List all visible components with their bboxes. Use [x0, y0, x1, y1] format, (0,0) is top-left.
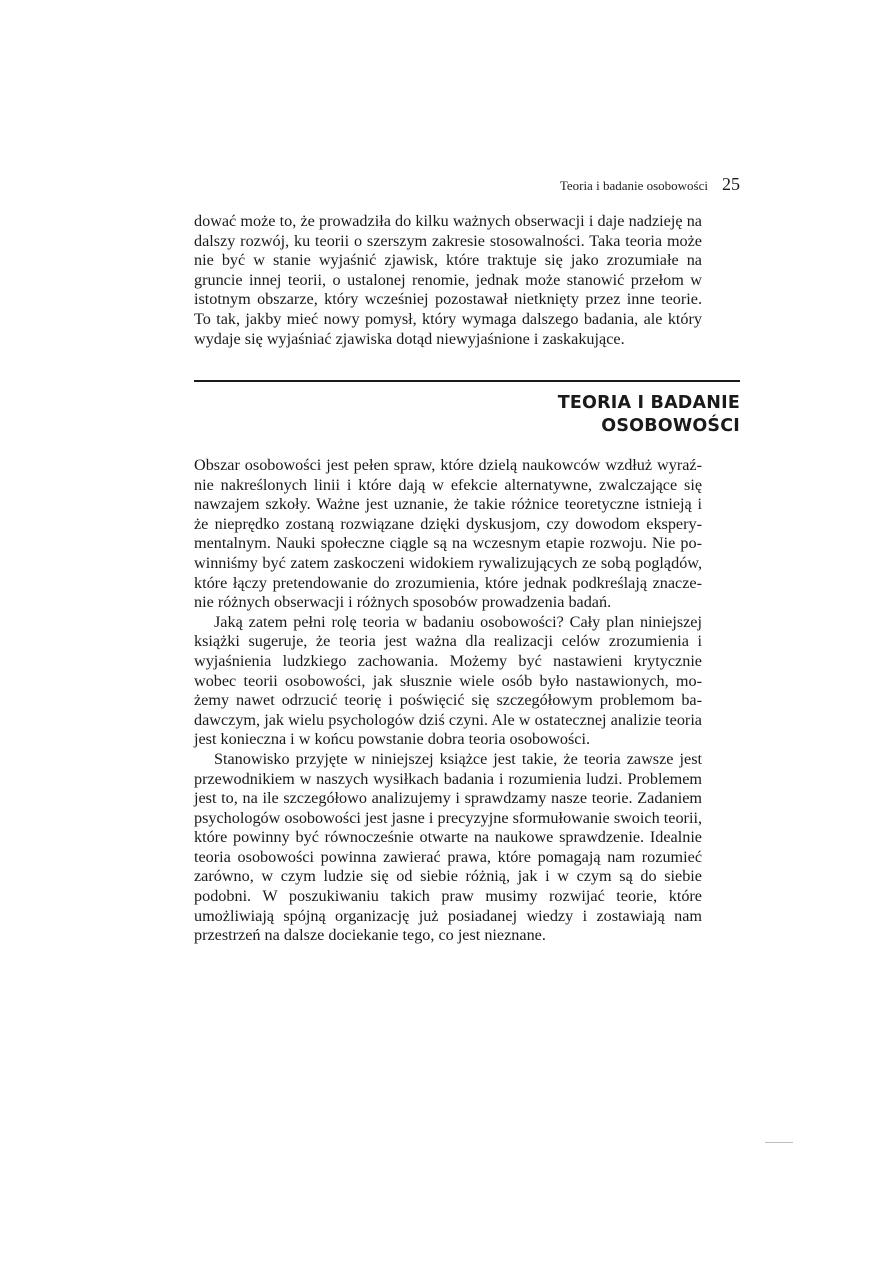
intro-text-block: [194, 212, 702, 349]
intro-paragraph: dować może to, że prowadziła do kilku ważnych obserwacji i daje nadzieję na dalszy rozwój, ku teorii o szerszym zakresie stosowalności. Taka teoria może nie być w stanie wyjaśnić zjawisk, które traktuje się jako zrozumiałe na gruncie innej teorii, o ustalonej renomie, jednak może stanowić przełom w istotnym obszarze, który wcześniej pozostawał nietknięty przez inne teorie. To tak, jakby mieć nowy pomysł, który wymaga dalszego badania, ale który wydaje się wyjaśniać zjawiska dotąd niewyjaśnione i zaskakujące.: [194, 212, 702, 348]
body-paragraph-1: Obszar osobowości jest pełen spraw, które dzielą naukowców wzdłuż wyraźnie nakreślonych linii i które dają w efekcie alternatywne, zwalczające się nawzajem szkoły. Ważne jest uznanie, że takie różnice teoretyczne istnieją i że nieprędko zostaną rozwiązane dzięki dyskusjom, czy dowodom eksperymentalnym. Nauki społeczne ciągle są na wczesnym etapie rozwoju. Nie powinniśmy być zatem zaskoczeni widokiem rywalizujących ze sobą poglądów, które łączy pretendowanie do zrozumienia, które jednak podkreślają znaczenie różnych obserwacji i różnych sposobów prowadzenia badań.: [194, 456, 702, 612]
body-paragraph-3: Stanowisko przyjęte w niniejszej książce jest takie, że teoria zawsze jest przewodnikiem w naszych wysiłkach badania i rozumienia ludzi. Problemem jest to, na ile szczegółowo analizujemy i sprawdzamy nasze teorie. Zadaniem psychologów osobowości jest jasne i precyzyjne sformułowanie swoich teorii, które powinny być równocześnie otwarte na naukowe sprawdzenie. Idealnie teoria osobowości powinna zawierać prawa, które pomagają nam rozumieć zarówno, w czym ludzie się od siebie różnią, jak i w czym są do siebie podobni. W poszukiwaniu takich praw musimy rozwijać teorie, które umożliwiają spójną organizację już posiadanej wiedzy i zostawiają nam przestrzeń na dalsze dociekanie tego, co jest nieznane.: [194, 749, 702, 945]
page-number: 25: [722, 174, 740, 194]
section-heading: [440, 392, 740, 438]
body-paragraph-2: Jaką zatem pełni rolę teoria w badaniu osobowości? Cały plan niniejszej książki sugeruje, że teoria jest ważna dla realizacji celów zrozumienia i wyjaśnienia ludzkiego zachowania. Możemy być nastawieni krytycznie wobec teorii osobowości, jak słusznie wiele osób było nastawionych, możemy nawet odrzucić teorię i poświęcić się szczegółowym problemom badawczym, jak wielu psychologów dziś czyni. Ale w ostatecznej analizie teoria jest konieczna i w końcu powstanie dobra teoria osobowości.: [194, 612, 702, 749]
section-heading-line-1: TEORIA I BADANIE: [557, 393, 740, 413]
section-body: [194, 456, 702, 946]
running-head-title: Teoria i badanie osobowości: [559, 178, 708, 193]
page-corner-mark: [765, 1142, 793, 1143]
running-head: [400, 174, 740, 195]
section-heading-line-2: OSOBOWOŚCI: [601, 416, 740, 436]
section-divider: [194, 380, 740, 382]
